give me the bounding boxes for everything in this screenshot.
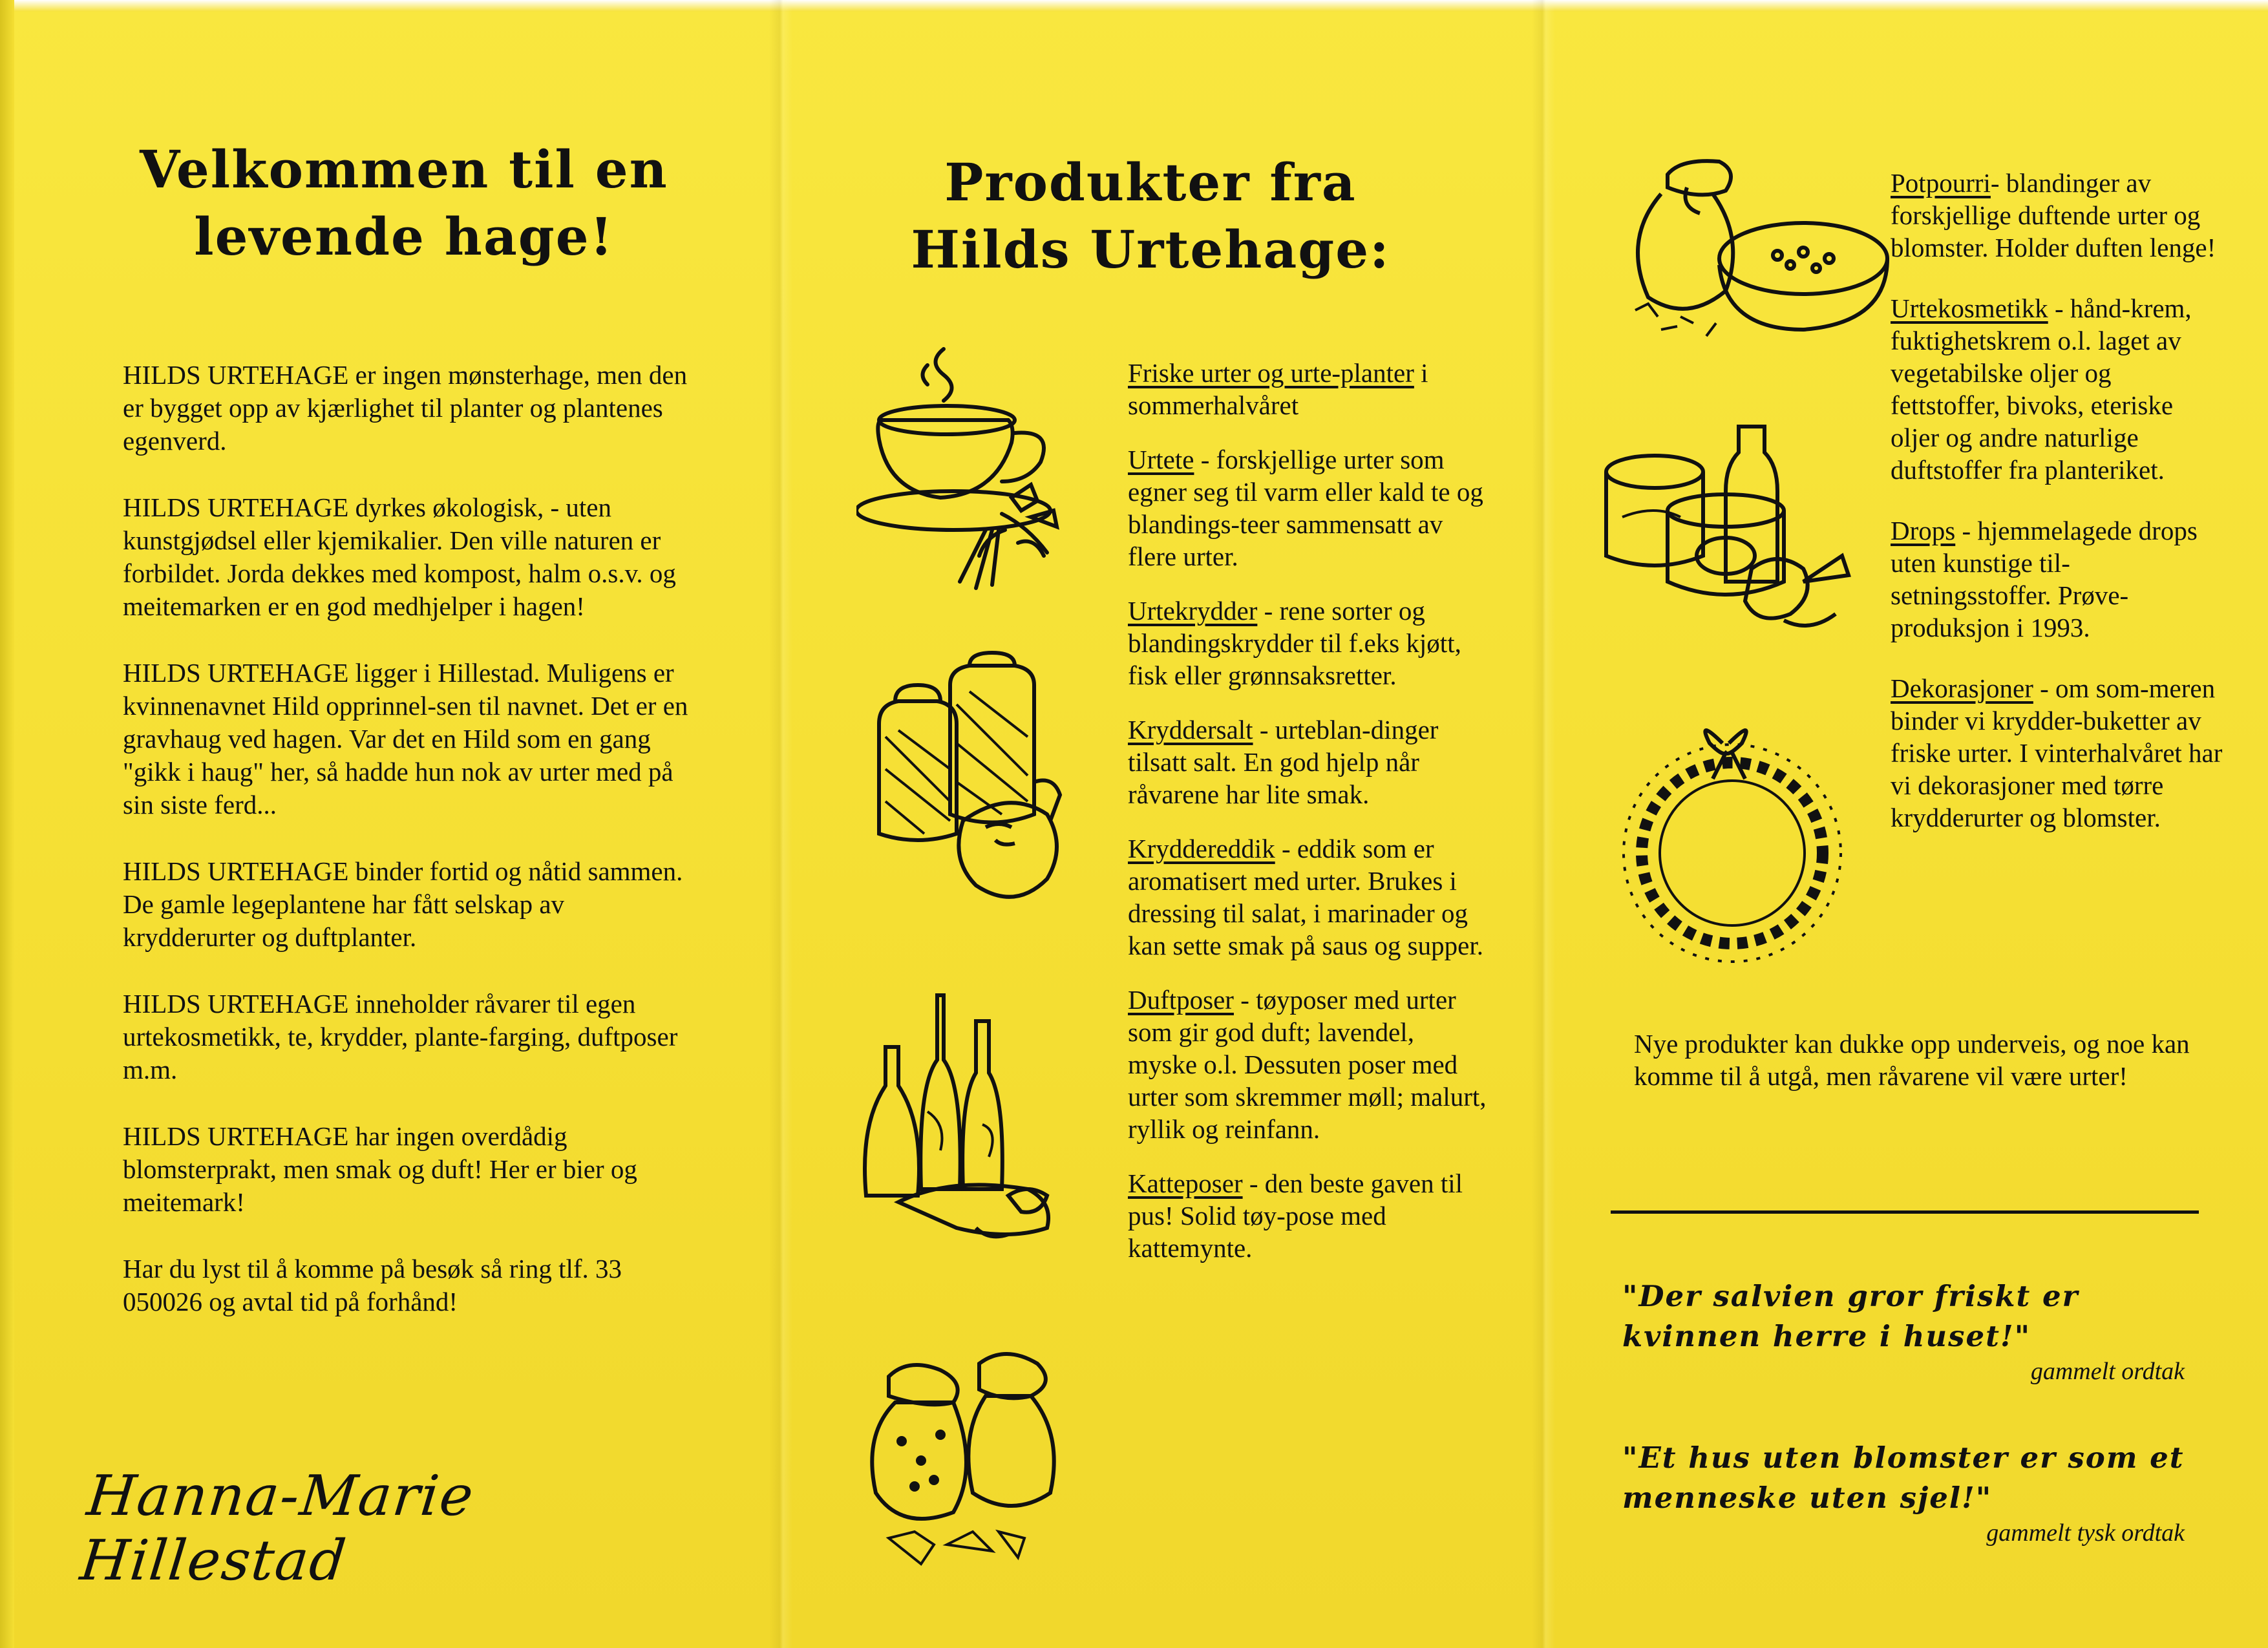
welcome-paragraph: HILDS URTEHAGE inneholder råvarer til egen urtekosmetikk, te, krydder, plante-farging, duftposer m.m. <box>123 989 678 1084</box>
quote-blomster: "Et hus uten blomster er som et menneske uten sjel!" <box>1622 1441 2185 1515</box>
product-item <box>1128 443 1490 573</box>
welcome-paragraph: HILDS URTEHAGE har ingen overdådig blomsterprakt, men smak og duft! Her er bier og meitemark! <box>123 1121 637 1217</box>
product-item <box>1128 984 1490 1145</box>
welcome-title-line1: Velkommen til en <box>140 139 668 200</box>
product-desc: - forskjellige urter som egner seg til varm eller kald te og blandings-teer sammensatt av flere urter. <box>1128 445 1483 571</box>
welcome-panel <box>77 0 705 1648</box>
divider-line <box>1611 1210 2199 1214</box>
product-desc: - den beste gaven til pus! Solid tøy-pose med kattemynte. <box>1128 1168 1463 1263</box>
welcome-title <box>103 136 705 270</box>
scent-bags-icon <box>850 1338 1083 1583</box>
product-item <box>1891 514 2227 644</box>
product-list-right <box>1891 167 2227 856</box>
wreath-icon <box>1622 717 1855 963</box>
welcome-paragraph: Har du lyst til å komme på besøk så ring tlf. 33 050026 og avtal tid på forhånd! <box>123 1254 622 1316</box>
product-desc: - eddik som er aromatisert med urter. Brukes i dressing til salat, i marinader og kan sette smak på saus og supper. <box>1128 834 1483 960</box>
welcome-paragraph: HILDS URTEHAGE er ingen mønsterhage, men den er bygget opp av kjærlighet til planter og plantenes egenverd. <box>123 360 688 456</box>
product-item <box>1128 595 1490 692</box>
product-desc: - rene sorter og blandingskrydder til f.eks kjøtt, fisk eller grønnsaksretter. <box>1128 596 1461 690</box>
new-products-note: Nye produkter kan dukke opp underveis, og noe kan komme til å utgå, men råvarene vil være urter! <box>1634 1029 2190 1091</box>
fold-line-right <box>1532 0 1555 1648</box>
welcome-title-line2: levende hage! <box>194 206 614 267</box>
product-desc: - tøyposer med urter som gir god duft; lavendel, myske o.l. Dessuten poser med urter som skremmer møll; malurt, ryllik og reinfann. <box>1128 985 1487 1144</box>
welcome-paragraph: HILDS URTEHAGE binder fortid og nåtid sammen. De gamle legeplantene har fått selskap av krydderurter og duftplanter. <box>123 856 683 952</box>
handwritten-signature: Hanna-Marie Hillestad <box>77 1464 478 1593</box>
spice-jars-icon <box>860 646 1079 905</box>
product-item <box>1891 292 2227 486</box>
product-term: Urtekosmetikk <box>1891 293 2048 323</box>
product-desc: - hånd-krem, fuktighetskrem o.l. laget av vegetabilske oljer og fettstoffer, bivoks, eteriske oljer og andre naturlige duftstoffer fra planteriket. <box>1891 293 2192 485</box>
teacup-icon <box>856 336 1070 595</box>
product-desc: - om som-meren binder vi krydder-buketter av friske urter. I vinterhalvåret har vi dekorasjoner med tørre krydderurter og blomster. <box>1891 673 2223 832</box>
product-desc: i sommerhalvåret <box>1128 358 1428 420</box>
products-title-line1: Produkter fra <box>944 152 1357 213</box>
product-term: Friske urter og urte-planter <box>1128 358 1414 388</box>
quote-salvie: "Der salvien gror friskt er kvinnen herre i huset!" <box>1622 1279 2079 1353</box>
products-panel <box>840 0 1487 1648</box>
cosmetics-jars-icon <box>1603 414 1887 659</box>
quote-salvie-source: gammelt ordtak <box>2030 1358 2185 1385</box>
welcome-paragraph: HILDS URTEHAGE dyrkes økologisk, - uten kunstgjødsel eller kjemikalier. Den ville naturen er forbildet. Jorda dekkes med kompost, halm o.s.v. og meitemarken er en god medhjelper i hagen! <box>123 492 676 621</box>
vinegar-bottles-icon <box>860 982 1079 1254</box>
product-item <box>1128 1167 1490 1264</box>
product-item <box>1128 357 1490 421</box>
product-item <box>1128 832 1490 962</box>
product-term: Duftposer <box>1128 985 1234 1015</box>
product-desc: - urteblan-dinger tilsatt salt. En god hjelp når råvarene har lite smak. <box>1128 715 1439 809</box>
products-title <box>840 149 1461 283</box>
product-term: Kryddereddik <box>1128 834 1275 863</box>
product-list-middle <box>1128 357 1490 1286</box>
potpourri-bowl-icon <box>1609 149 1894 355</box>
product-item <box>1891 672 2227 834</box>
product-term: Dekorasjoner <box>1891 673 2033 703</box>
fold-line-left <box>769 0 792 1648</box>
product-item <box>1891 167 2227 264</box>
product-term: Drops <box>1891 516 1956 545</box>
product-desc: - blandinger av forskjellige duftende urter og blomster. Holder duften lenge! <box>1891 168 2216 262</box>
product-term: Katteposer <box>1128 1168 1243 1198</box>
product-term: Urtekrydder <box>1128 596 1258 626</box>
product-item <box>1128 713 1490 810</box>
product-desc: - hjemmelagede drops uten kunstige til-setningsstoffer. Prøve-produksjon i 1993. <box>1891 516 2198 642</box>
product-term: Kryddersalt <box>1128 715 1253 745</box>
welcome-text <box>123 359 692 1352</box>
quote-blomster-source: gammelt tysk ordtak <box>1986 1519 2185 1547</box>
product-term: Urtete <box>1128 445 1194 474</box>
welcome-paragraph: HILDS URTEHAGE ligger i Hillestad. Muligens er kvinnenavnet Hild opprinnel-sen til navnet. Det er en gravhaug ved hagen. Var det en Hild som en gang "gikk i haug" her, så hadde hun nok av urter med på sin siste ferd... <box>123 658 688 819</box>
product-term: Potpourri <box>1891 168 1991 198</box>
products-title-line2: Hilds Urtehage: <box>911 219 1390 280</box>
products-panel-continued <box>1577 0 2223 1648</box>
paper-left-edge <box>0 0 14 1648</box>
